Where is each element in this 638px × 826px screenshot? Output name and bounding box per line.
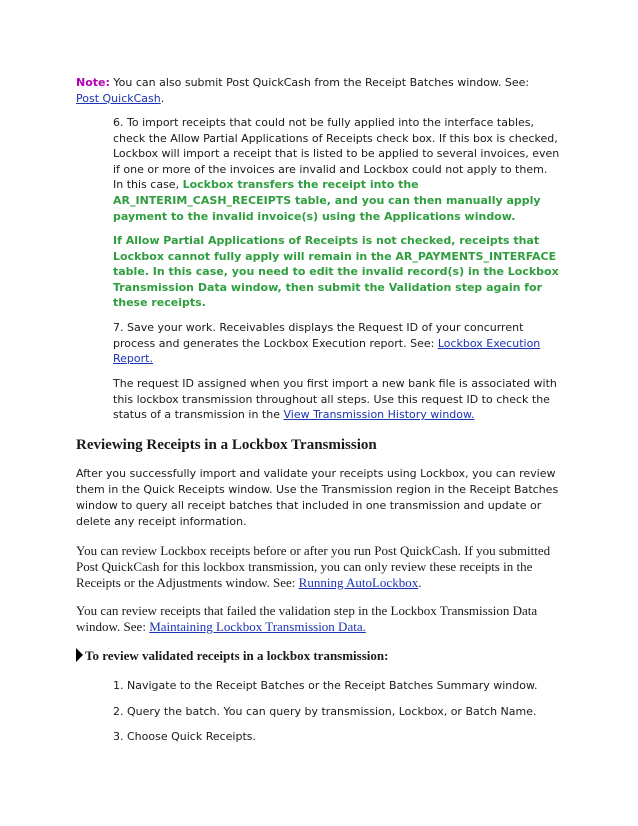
review-text: You can review Lockbox receipts before or after you run Post QuickCash. If you submitted Post QuickCash for this lockbox transmission, you can only review these receipts in the Receipts or the Adjustments window. See:: [76, 543, 551, 590]
procedure-step: 2. Query the batch. You can query by transmission, Lockbox, or Batch Name.: [113, 705, 537, 718]
request-id-text: The request ID assigned when you first import a new bank file is associated with this lockbox transmission throughout all steps. Use this request ID to check the status of a transmission in the: [113, 377, 557, 422]
maintaining-lockbox-transmission-data-link[interactable]: Maintaining Lockbox Transmission Data.: [149, 619, 366, 634]
view-transmission-history-link[interactable]: View Transmission History window.: [283, 408, 475, 422]
step-7-paragraph: [113, 320, 561, 367]
review-paragraph: [76, 543, 568, 591]
review-end: .: [418, 575, 422, 590]
step-6-paragraph: [113, 115, 561, 224]
note-label: Note:: [76, 76, 110, 89]
running-autolockbox-link[interactable]: Running AutoLockbox: [298, 575, 419, 590]
section-heading: Reviewing Receipts in a Lockbox Transmission: [76, 437, 377, 453]
procedure-step: 1. Navigate to the Receipt Batches or the Receipt Batches Summary window.: [113, 679, 538, 692]
failed-validation-paragraph: [76, 603, 568, 635]
note-text: You can also submit Post QuickCash from the Receipt Batches window. See:: [109, 76, 530, 89]
lockbox-execution-report-link[interactable]: Lockbox Execution Report.: [113, 336, 541, 366]
intro-paragraph: After you successfully import and validate your receipts using Lockbox, you can review them in the Quick Receipts window. Use the Transmission region in the Receipt Batches window to query all receipt batches that included in one transmission and update or delete any receipt information.: [76, 467, 559, 528]
step-7-text: 7. Save your work. Receivables displays the Request ID of your concurrent process and generates the Lockbox Execution report. See:: [113, 321, 524, 350]
failed-text: You can review receipts that failed the validation step in the Lockbox Transmission Data window. See:: [76, 603, 538, 634]
note-end: .: [160, 91, 165, 105]
note-paragraph: [76, 75, 566, 106]
step-6-text: 6. To import receipts that could not be fully applied into the interface tables, check the Allow Partial Applications of Receipts check box. If this box is checked, Lockbox will import a receipt that is listed to be applied to several invoices, even if one or more of the invoices are invalid and Lockbox could not apply to them. In this case,: [113, 116, 560, 192]
step-6-emphasis: Lockbox transfers the receipt into the AR_INTERIM_CASH_RECEIPTS table, and you can then manually apply payment to the invalid invoice(s) using the Applications window.: [113, 178, 541, 223]
post-quickcash-link[interactable]: Post QuickCash: [76, 91, 161, 105]
triangle-bullet-icon: [76, 648, 83, 662]
procedure-title: [76, 648, 556, 664]
procedure-title-text: To review validated receipts in a lockbox transmission:: [85, 648, 389, 663]
procedure-step: 3. Choose Quick Receipts.: [113, 730, 257, 743]
request-id-paragraph: [113, 376, 561, 423]
partial-applications-paragraph: If Allow Partial Applications of Receipts is not checked, receipts that Lockbox cannot fully apply will remain in the AR_PAYMENTS_INTERFACE table. In this case, you need to edit the invalid record(s) in the Lockbox Transmission Data window, then submit the Validation step again for these receipts.: [113, 234, 559, 310]
